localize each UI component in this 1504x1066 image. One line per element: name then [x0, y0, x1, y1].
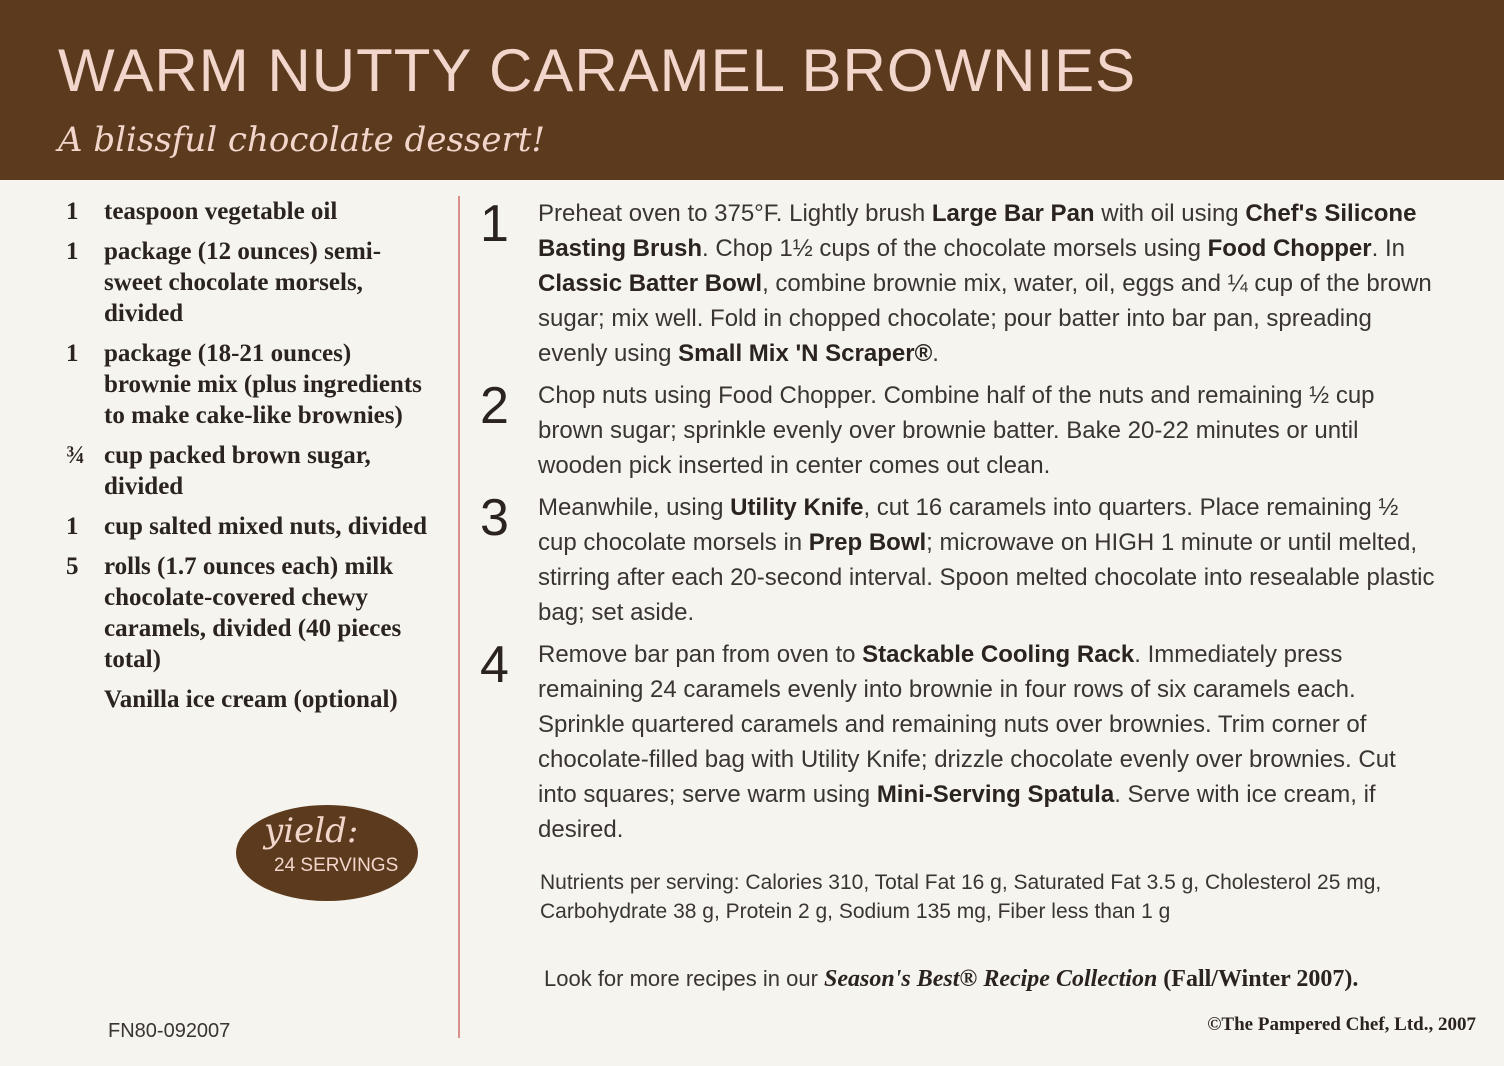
product-name: Food Chopper: [1207, 235, 1372, 262]
recipe-collection-name: Season's Best® Recipe Collection: [824, 966, 1158, 992]
ingredient-quantity: ¾: [66, 442, 85, 469]
yield-badge: [236, 805, 418, 901]
ingredient-item: [56, 684, 436, 715]
nutrition-info: Nutrients per serving: Calories 310, Total Fat 16 g, Saturated Fat 3.5 g, Cholesterol 25 mg, Carbohydrate 38 g, Protein 2 g, Sodium 135 mg, Fiber less than 1 g: [540, 871, 1382, 923]
ingredient-quantity: 1: [66, 513, 79, 540]
step-number: 3: [480, 489, 509, 547]
copyright: ©The Pampered Chef, Ltd., 2007: [1207, 1014, 1476, 1035]
step-text-run: . Chop 1½ cups of the chocolate morsels using: [702, 235, 1208, 262]
step-number: 1: [480, 195, 509, 253]
step-text: [538, 490, 1438, 630]
card-code: FN80-092007: [108, 1020, 231, 1042]
ingredient-text: package (12 ounces) semi-sweet chocolate morsels, divided: [104, 238, 382, 327]
step-text: [538, 378, 1438, 483]
ingredient-quantity: 5: [66, 553, 79, 580]
step-text-run: . Immediately press remaining 24 caramels evenly into brownie in four rows of six caramels each. Sprinkle quartered caramels and remaining nuts over brownies. Trim corner of chocolate-filled bag with Utility Knife; drizzle chocolate evenly over brownies. Cut into squares; serve warm using: [538, 641, 1396, 808]
step-text-run: Remove bar pan from oven to: [538, 641, 863, 668]
recipe-title: WARM NUTTY CARAMEL BROWNIES: [58, 37, 1137, 104]
product-name: Classic Batter Bowl: [538, 270, 763, 297]
step-number: 4: [480, 636, 509, 694]
ingredient-text: Vanilla ice cream (optional): [104, 686, 398, 713]
step-number: 2: [480, 377, 509, 435]
ingredient-item: [56, 196, 436, 227]
more-recipes-prefix: Look for more recipes in our: [544, 966, 825, 991]
product-name: Chef's Silicone Basting Brush: [538, 200, 1417, 262]
column-divider: [458, 196, 460, 1038]
more-recipes-suffix: (Fall/Winter 2007).: [1157, 966, 1359, 992]
product-name: Large Bar Pan: [931, 200, 1095, 227]
step-text-run: Meanwhile, using: [538, 494, 731, 521]
step-text-run: ; microwave on HIGH 1 minute or until melted, stirring after each 20-second interval. Spoon melted chocolate into resealable plastic bag; set aside.: [538, 529, 1435, 626]
ingredient-text: package (18-21 ounces) brownie mix (plus ingredients to make cake-like brownies): [104, 340, 422, 429]
step-text-run: with oil using: [1094, 200, 1246, 227]
ingredient-text: cup packed brown sugar, divided: [104, 442, 371, 500]
step-text-run: . Serve with ice cream, if desired.: [538, 781, 1376, 843]
ingredients-list: [56, 196, 436, 724]
step-text-run: . In: [1371, 235, 1405, 262]
step-text-run: Chop nuts using Food Chopper. Combine half of the nuts and remaining ½ cup brown sugar; sprinkle evenly over brownie batter. Bake 20-22 minutes or until wooden pick inserted in center comes out clean.: [538, 382, 1375, 479]
product-name: Stackable Cooling Rack: [862, 641, 1135, 668]
product-name: Utility Knife: [730, 494, 864, 521]
step-text-run: Preheat oven to 375°F. Lightly brush: [538, 200, 932, 227]
ingredient-text: rolls (1.7 ounces each) milk chocolate-covered chewy caramels, divided (40 pieces total): [104, 553, 402, 673]
ingredient-quantity: [56, 684, 104, 715]
yield-label: yield:: [264, 811, 359, 851]
ingredient-text: cup salted mixed nuts, divided: [104, 513, 427, 540]
more-recipes-note: [544, 966, 1358, 993]
ingredient-quantity: 1: [66, 340, 79, 367]
ingredient-item: [56, 551, 436, 675]
recipe-header: [0, 0, 1504, 180]
product-name: Prep Bowl: [808, 529, 927, 556]
step-text: [538, 196, 1438, 371]
step-text-run: , cut 16 caramels into quarters. Place remaining ½ cup chocolate morsels in: [538, 494, 1399, 556]
yield-servings: 24 SERVINGS: [274, 855, 399, 876]
ingredient-item: [56, 511, 436, 542]
product-name: Small Mix 'N Scraper®: [678, 340, 933, 367]
recipe-subtitle: A blissful chocolate dessert!: [58, 120, 546, 160]
ingredient-item: [56, 338, 436, 431]
step-text-run: , combine brownie mix, water, oil, eggs and ¼ cup of the brown sugar; mix well. Fold in chopped chocolate; pour batter into bar pan, spreading evenly using: [538, 270, 1432, 367]
step-text-run: .: [932, 340, 939, 367]
product-name: Mini-Serving Spatula: [876, 781, 1115, 808]
ingredient-item: [56, 440, 436, 502]
step-text: [538, 637, 1438, 847]
ingredient-quantity: 1: [66, 198, 79, 225]
ingredient-text: teaspoon vegetable oil: [104, 198, 338, 225]
ingredient-quantity: 1: [66, 238, 79, 265]
ingredient-item: [56, 236, 436, 329]
